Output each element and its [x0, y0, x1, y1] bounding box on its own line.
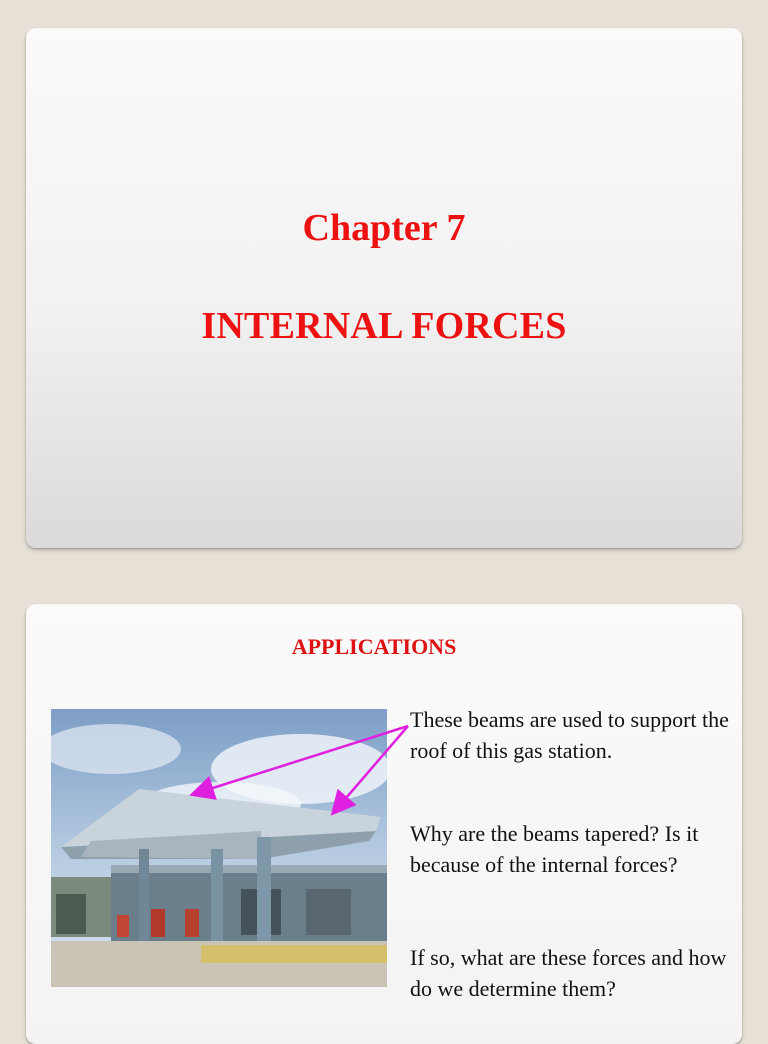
chapter-title: INTERNAL FORCES [201, 305, 567, 347]
slide-heading: APPLICATIONS [291, 634, 457, 659]
slide-title [26, 28, 742, 548]
chapter-label: Chapter 7 [302, 207, 466, 249]
paragraph-forces: If so, what are these forces and how do we determine them? [410, 945, 727, 1001]
paragraph-beams: These beams are used to support the roof of this gas station. [410, 707, 729, 763]
paragraph-tapered: Why are the beams tapered? Is it because of the internal forces? [410, 821, 699, 877]
gas-station-photo [51, 709, 387, 987]
slide-applications [26, 604, 742, 1044]
